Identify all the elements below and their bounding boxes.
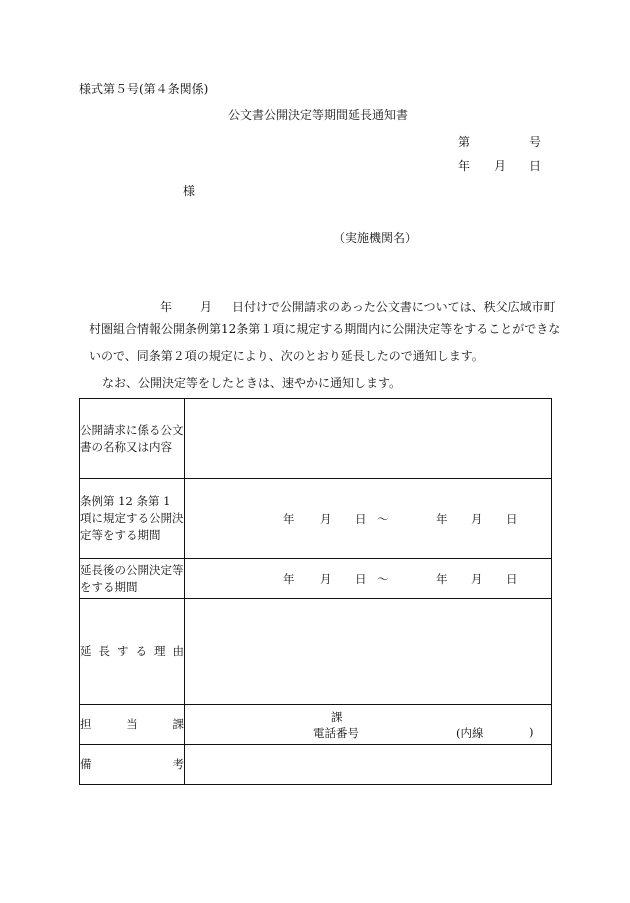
label-extension-reason <box>80 599 185 705</box>
row-document-name <box>80 399 552 479</box>
reason-char-5: 理 <box>154 644 166 658</box>
form-number: 様式第５号(第４条関係) <box>79 82 209 96</box>
label-document-name <box>80 399 185 479</box>
period2-to-month: 月 <box>471 572 483 586</box>
label-department <box>80 705 185 745</box>
row-extended-period <box>80 559 552 599</box>
value-original-period[interactable] <box>185 479 552 559</box>
dept-char-3: 課 <box>172 717 184 731</box>
period2-to-day: 日 <box>506 572 518 586</box>
label-extension-reason-chars <box>80 643 184 660</box>
doc-number-dai: 第 <box>458 135 471 149</box>
reason-char-4: る <box>135 644 147 658</box>
label-original-period <box>80 479 185 559</box>
period2-from-month: 月 <box>320 572 332 586</box>
label-original-period-text: 条例第 12 条第 1 項に規定する公開決定等をする期間 <box>80 494 184 542</box>
body-line2: 村圏組合情報公開条例第12条第１項に規定する期間内に公開決定等をすることができな <box>89 322 561 336</box>
date-month: 月 <box>494 159 507 173</box>
reason-char-1: 延 <box>80 644 92 658</box>
remarks-char-2: 考 <box>172 757 184 771</box>
reason-char-6: 由 <box>172 644 184 658</box>
body-line1-year: 年 <box>160 300 173 314</box>
notice-form-table <box>79 398 552 785</box>
label-remarks <box>80 745 185 785</box>
value-remarks[interactable] <box>185 745 552 785</box>
period1-from-day: 日 <box>355 512 367 526</box>
label-extended-period <box>80 559 185 599</box>
label-remarks-chars <box>80 756 184 773</box>
period1-to-day: 日 <box>506 512 518 526</box>
body-line1: 日付けで公開請求のあった公文書については、秩父広域市町 <box>232 300 556 314</box>
row-original-period <box>80 479 552 559</box>
dept-char-2: 当 <box>126 717 138 731</box>
reason-char-2: 長 <box>98 644 110 658</box>
value-document-name[interactable] <box>185 399 552 479</box>
value-department[interactable] <box>185 705 552 745</box>
period2-to-year: 年 <box>436 572 448 586</box>
doc-number-go: 号 <box>529 135 542 149</box>
department-ka: 課 <box>331 710 343 724</box>
period1-to-month: 月 <box>471 512 483 526</box>
period1-tilde: ～ <box>377 512 389 526</box>
issuer-name: （実施機関名） <box>333 231 418 245</box>
dept-char-1: 担 <box>80 717 92 731</box>
period2-from-day: 日 <box>355 572 367 586</box>
row-department <box>80 705 552 745</box>
body-line1-month: 月 <box>200 300 213 314</box>
remarks-char-1: 備 <box>80 757 92 771</box>
period1-from-month: 月 <box>320 512 332 526</box>
value-extended-period[interactable] <box>185 559 552 599</box>
period2-from-year: 年 <box>283 572 295 586</box>
value-extension-reason[interactable] <box>185 599 552 705</box>
date-year: 年 <box>458 159 471 173</box>
addressee-suffix: 様 <box>183 184 196 198</box>
period1-to-year: 年 <box>436 512 448 526</box>
period1-from-year: 年 <box>283 512 295 526</box>
row-extension-reason <box>80 599 552 705</box>
label-document-name-text: 公開請求に係る公文書の名称又は内容 <box>80 422 184 454</box>
body-line4: なお、公開決定等をしたときは、速やかに通知します。 <box>102 376 402 390</box>
label-department-chars <box>80 716 184 733</box>
period2-tilde: ～ <box>377 572 389 586</box>
body-line3: いので、同条第２項の規定により、次のとおり延長したので通知します。 <box>89 349 484 363</box>
extension-close: ) <box>529 725 534 739</box>
phone-label: 電話番号 <box>313 726 359 740</box>
label-extended-period-text: 延長後の公開決定等をする期間 <box>80 562 184 594</box>
row-remarks <box>80 745 552 785</box>
date-day: 日 <box>529 159 542 173</box>
extension-open: (内線 <box>456 726 484 740</box>
document-title: 公文書公開決定等期間延長通知書 <box>228 108 409 122</box>
reason-char-3: す <box>117 644 129 658</box>
